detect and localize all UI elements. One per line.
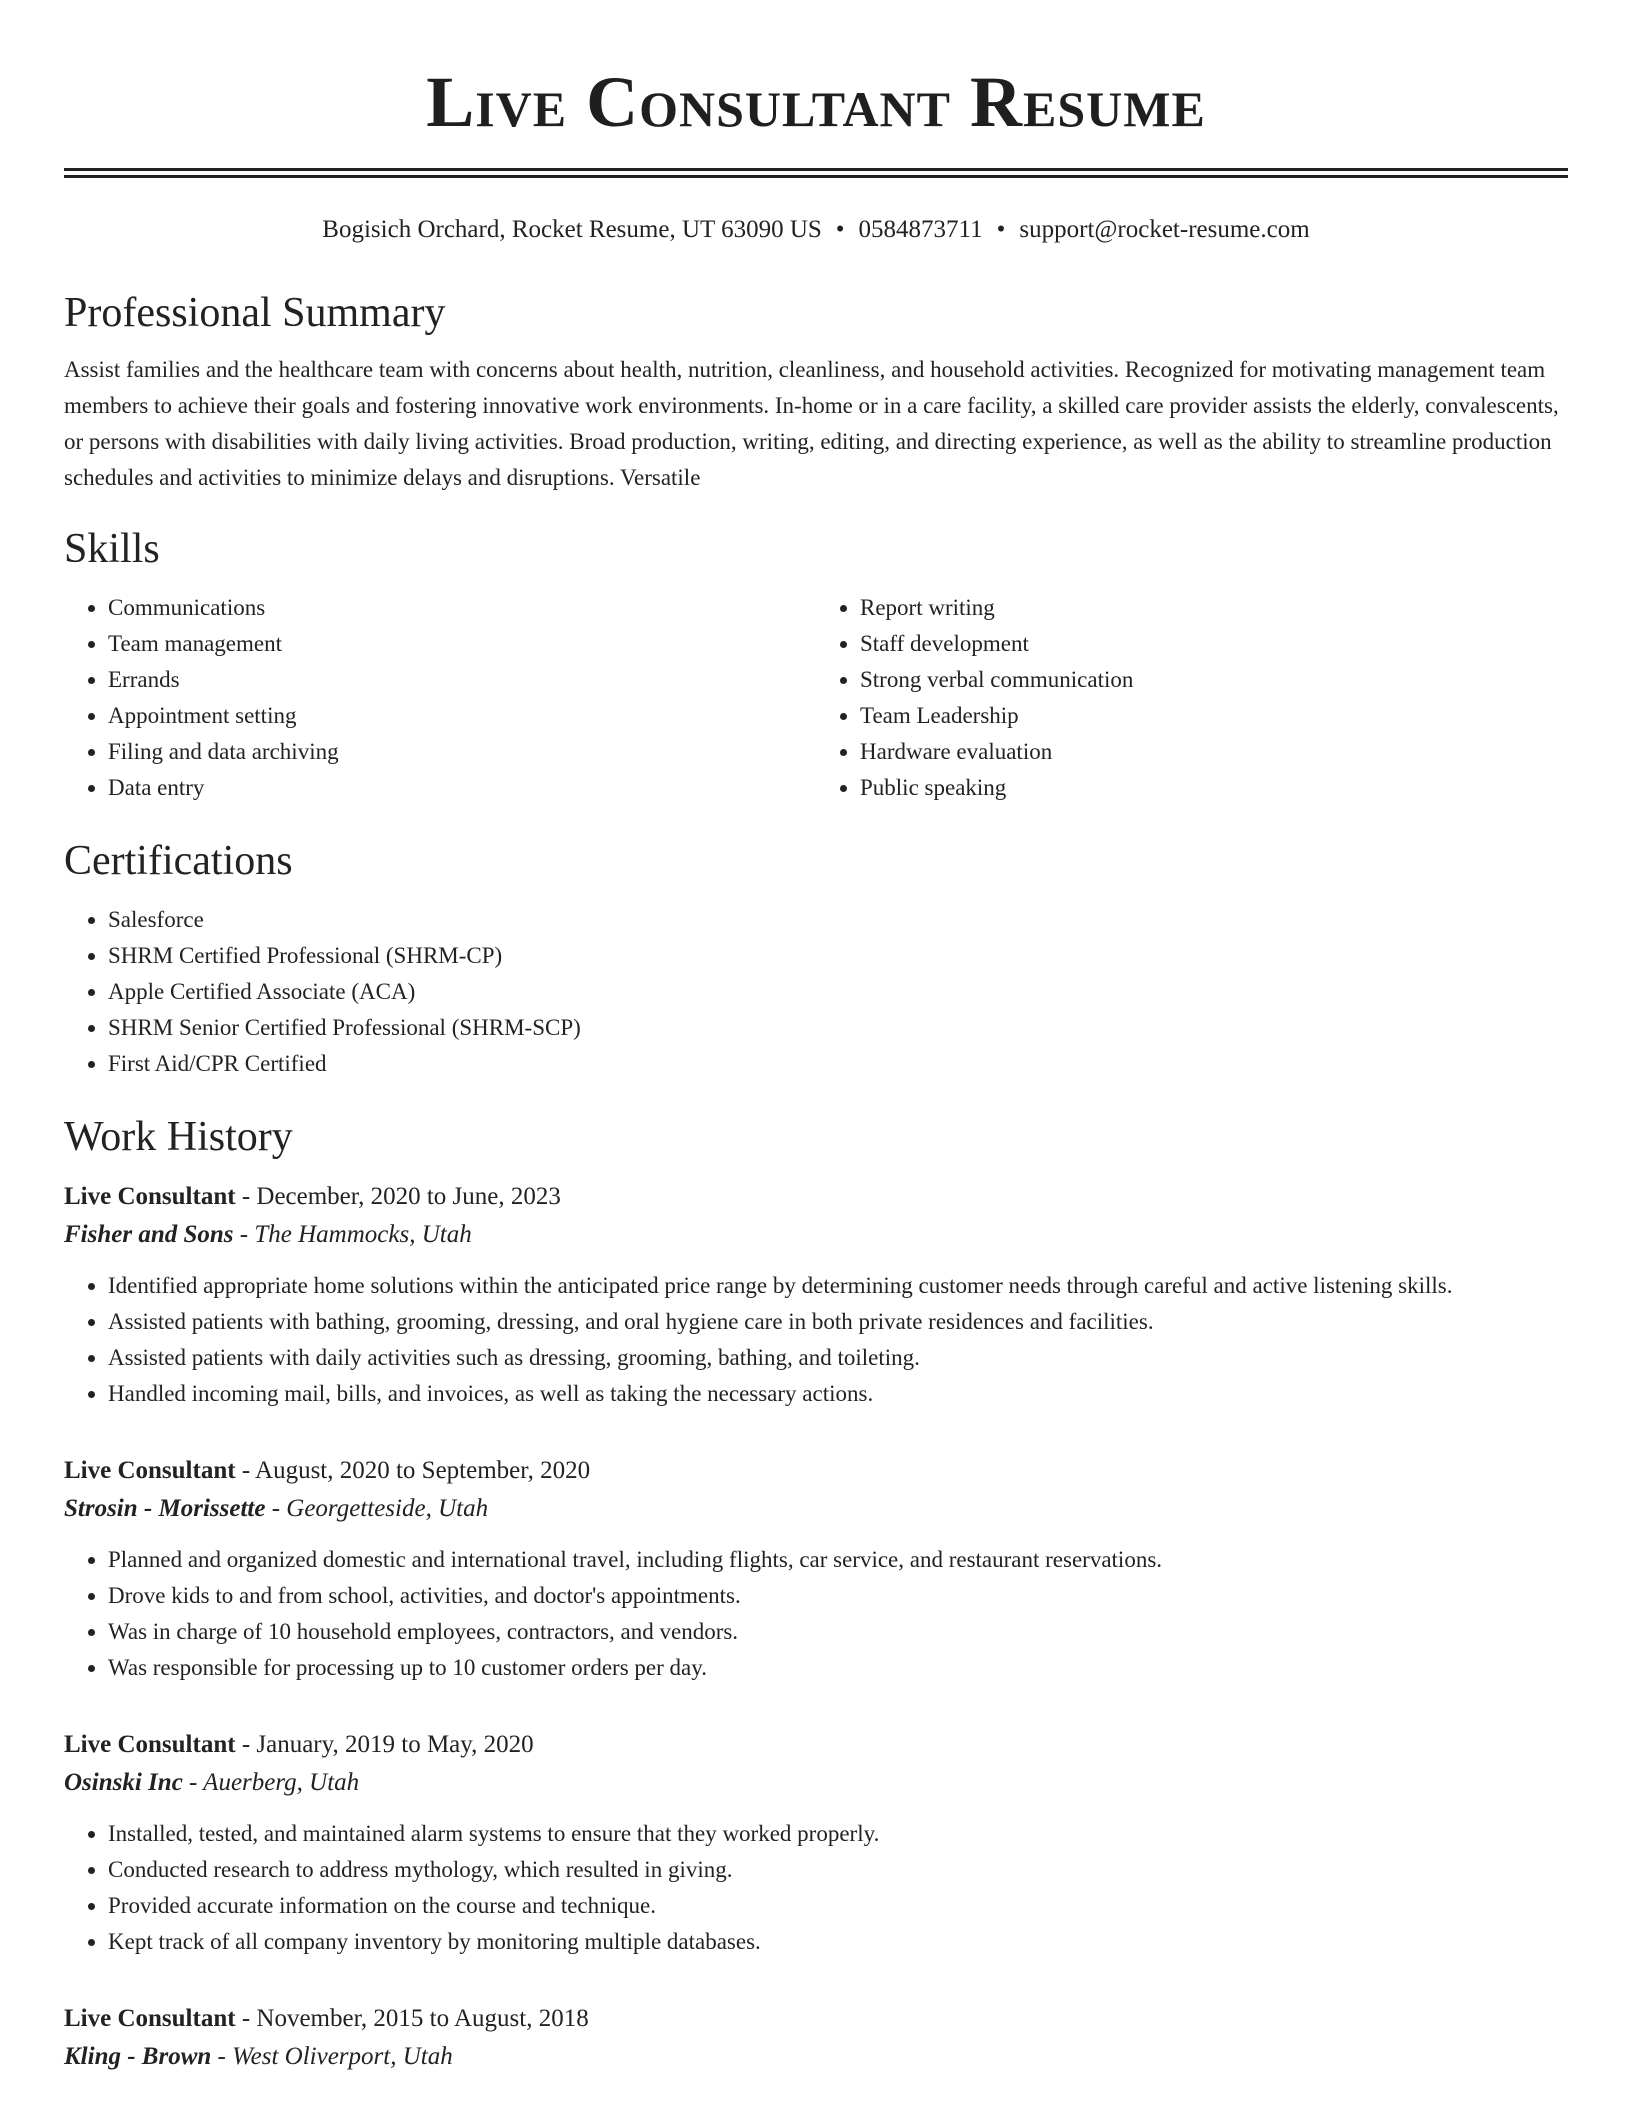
company-line bbox=[64, 2038, 1568, 2076]
job-dates: - December, 2020 to June, 2023 bbox=[235, 1183, 561, 1210]
job-title-line bbox=[64, 1452, 1568, 1490]
company-line bbox=[64, 1764, 1568, 1802]
skills-list bbox=[64, 590, 1568, 806]
skill-item: • Communications bbox=[108, 590, 816, 626]
certification-item: • Salesforce bbox=[108, 902, 1568, 938]
certification-item: • Apple Certified Associate (ACA) bbox=[108, 974, 1568, 1010]
job-bullets bbox=[64, 1268, 1568, 1412]
certification-item: • SHRM Certified Professional (SHRM-CP) bbox=[108, 938, 1568, 974]
contact-email[interactable]: support@rocket-resume.com bbox=[1019, 216, 1310, 243]
skill-item: • Strong verbal communication bbox=[860, 662, 1568, 698]
company-name: Fisher and Sons bbox=[64, 1221, 234, 1248]
job-title: Live Consultant bbox=[64, 1731, 236, 1758]
page-title: Live Consultant Resume bbox=[426, 62, 1206, 142]
contact-separator: • bbox=[835, 216, 845, 243]
company-location: - Georgetteside, Utah bbox=[265, 1495, 489, 1522]
job-dates: - January, 2019 to May, 2020 bbox=[235, 1731, 534, 1758]
contact-line bbox=[64, 214, 1568, 246]
job-entry bbox=[64, 2000, 1568, 2076]
job-bullet: • Identified appropriate home solutions within the anticipated price range by determining customer needs through careful and active listening skills. bbox=[108, 1268, 1568, 1304]
job-bullets bbox=[64, 1542, 1568, 1686]
job-bullet: • Assisted patients with daily activities such as dressing, grooming, bathing, and toileting. bbox=[108, 1340, 1568, 1376]
summary-text: Assist families and the healthcare team with concerns about health, nutrition, cleanliness, and household activities. Recognized for motivating management team members to achieve their goals and fostering innovative work environments. In-home or in a care facility, a skilled care provider assists the elderly, convalescents, or persons with disabilities with daily living activities. Broad production, writing, editing, and directing experience, as well as the ability to streamline production schedules and activities to minimize delays and disruptions. Versatile bbox=[64, 357, 1559, 490]
job-bullet: • Drove kids to and from school, activities, and doctor's appointments. bbox=[108, 1578, 1568, 1614]
contact-separator: • bbox=[996, 216, 1006, 243]
skills-heading: Skills bbox=[64, 526, 160, 572]
skill-item: • Errands bbox=[108, 662, 816, 698]
job-entry bbox=[64, 1452, 1568, 1686]
contact-phone: 0584873711 bbox=[858, 216, 983, 243]
skill-item: • Data entry bbox=[108, 770, 816, 806]
job-dates: - November, 2015 to August, 2018 bbox=[235, 2005, 589, 2032]
company-line bbox=[64, 1216, 1568, 1254]
skills-column-left bbox=[64, 590, 816, 806]
job-title-line bbox=[64, 1726, 1568, 1764]
skills-column-right bbox=[816, 590, 1568, 806]
job-bullet: • Kept track of all company inventory by monitoring multiple databases. bbox=[108, 1924, 1568, 1960]
certification-item: • SHRM Senior Certified Professional (SHRM-SCP) bbox=[108, 1010, 1568, 1046]
skill-item: • Filing and data archiving bbox=[108, 734, 816, 770]
skill-item: • Hardware evaluation bbox=[860, 734, 1568, 770]
work-history-heading: Work History bbox=[64, 1114, 293, 1160]
job-bullet: • Was in charge of 10 household employees, contractors, and vendors. bbox=[108, 1614, 1568, 1650]
contact-address: Bogisich Orchard, Rocket Resume, UT 63090 US bbox=[322, 216, 822, 243]
company-line bbox=[64, 1490, 1568, 1528]
company-location: - The Hammocks, Utah bbox=[233, 1221, 472, 1248]
job-title: Live Consultant bbox=[64, 2005, 236, 2032]
job-bullet: • Was responsible for processing up to 10 customer orders per day. bbox=[108, 1650, 1568, 1686]
job-bullet: • Provided accurate information on the course and technique. bbox=[108, 1888, 1568, 1924]
company-name: Osinski Inc bbox=[64, 1769, 183, 1796]
certifications-heading: Certifications bbox=[64, 838, 293, 884]
skill-item: • Report writing bbox=[860, 590, 1568, 626]
skill-item: • Public speaking bbox=[860, 770, 1568, 806]
company-name: Kling - Brown bbox=[64, 2043, 212, 2070]
job-title: Live Consultant bbox=[64, 1457, 236, 1484]
job-bullet: • Handled incoming mail, bills, and invoices, as well as taking the necessary actions. bbox=[108, 1376, 1568, 1412]
certifications-list bbox=[64, 902, 1568, 1082]
job-bullets bbox=[64, 1816, 1568, 1960]
certification-item: • First Aid/CPR Certified bbox=[108, 1046, 1568, 1082]
company-name: Strosin - Morissette bbox=[64, 1495, 266, 1522]
job-title-line bbox=[64, 2000, 1568, 2038]
skill-item: • Staff development bbox=[860, 626, 1568, 662]
job-bullet: • Planned and organized domestic and international travel, including flights, car service, and restaurant reservations. bbox=[108, 1542, 1568, 1578]
skill-item: • Appointment setting bbox=[108, 698, 816, 734]
company-location: - West Oliverport, Utah bbox=[211, 2043, 453, 2070]
job-bullet: • Conducted research to address mythology, which resulted in giving. bbox=[108, 1852, 1568, 1888]
job-title: Live Consultant bbox=[64, 1183, 236, 1210]
skill-item: • Team management bbox=[108, 626, 816, 662]
title-divider bbox=[64, 168, 1568, 178]
job-dates: - August, 2020 to September, 2020 bbox=[235, 1457, 591, 1484]
company-location: - Auerberg, Utah bbox=[182, 1769, 360, 1796]
job-bullet: • Installed, tested, and maintained alarm systems to ensure that they worked properly. bbox=[108, 1816, 1568, 1852]
job-title-line bbox=[64, 1178, 1568, 1216]
summary-heading: Professional Summary bbox=[64, 290, 446, 336]
job-entry bbox=[64, 1178, 1568, 1412]
skill-item: • Team Leadership bbox=[860, 698, 1568, 734]
job-bullet: • Assisted patients with bathing, grooming, dressing, and oral hygiene care in both private residences and facilities. bbox=[108, 1304, 1568, 1340]
job-entry bbox=[64, 1726, 1568, 1960]
